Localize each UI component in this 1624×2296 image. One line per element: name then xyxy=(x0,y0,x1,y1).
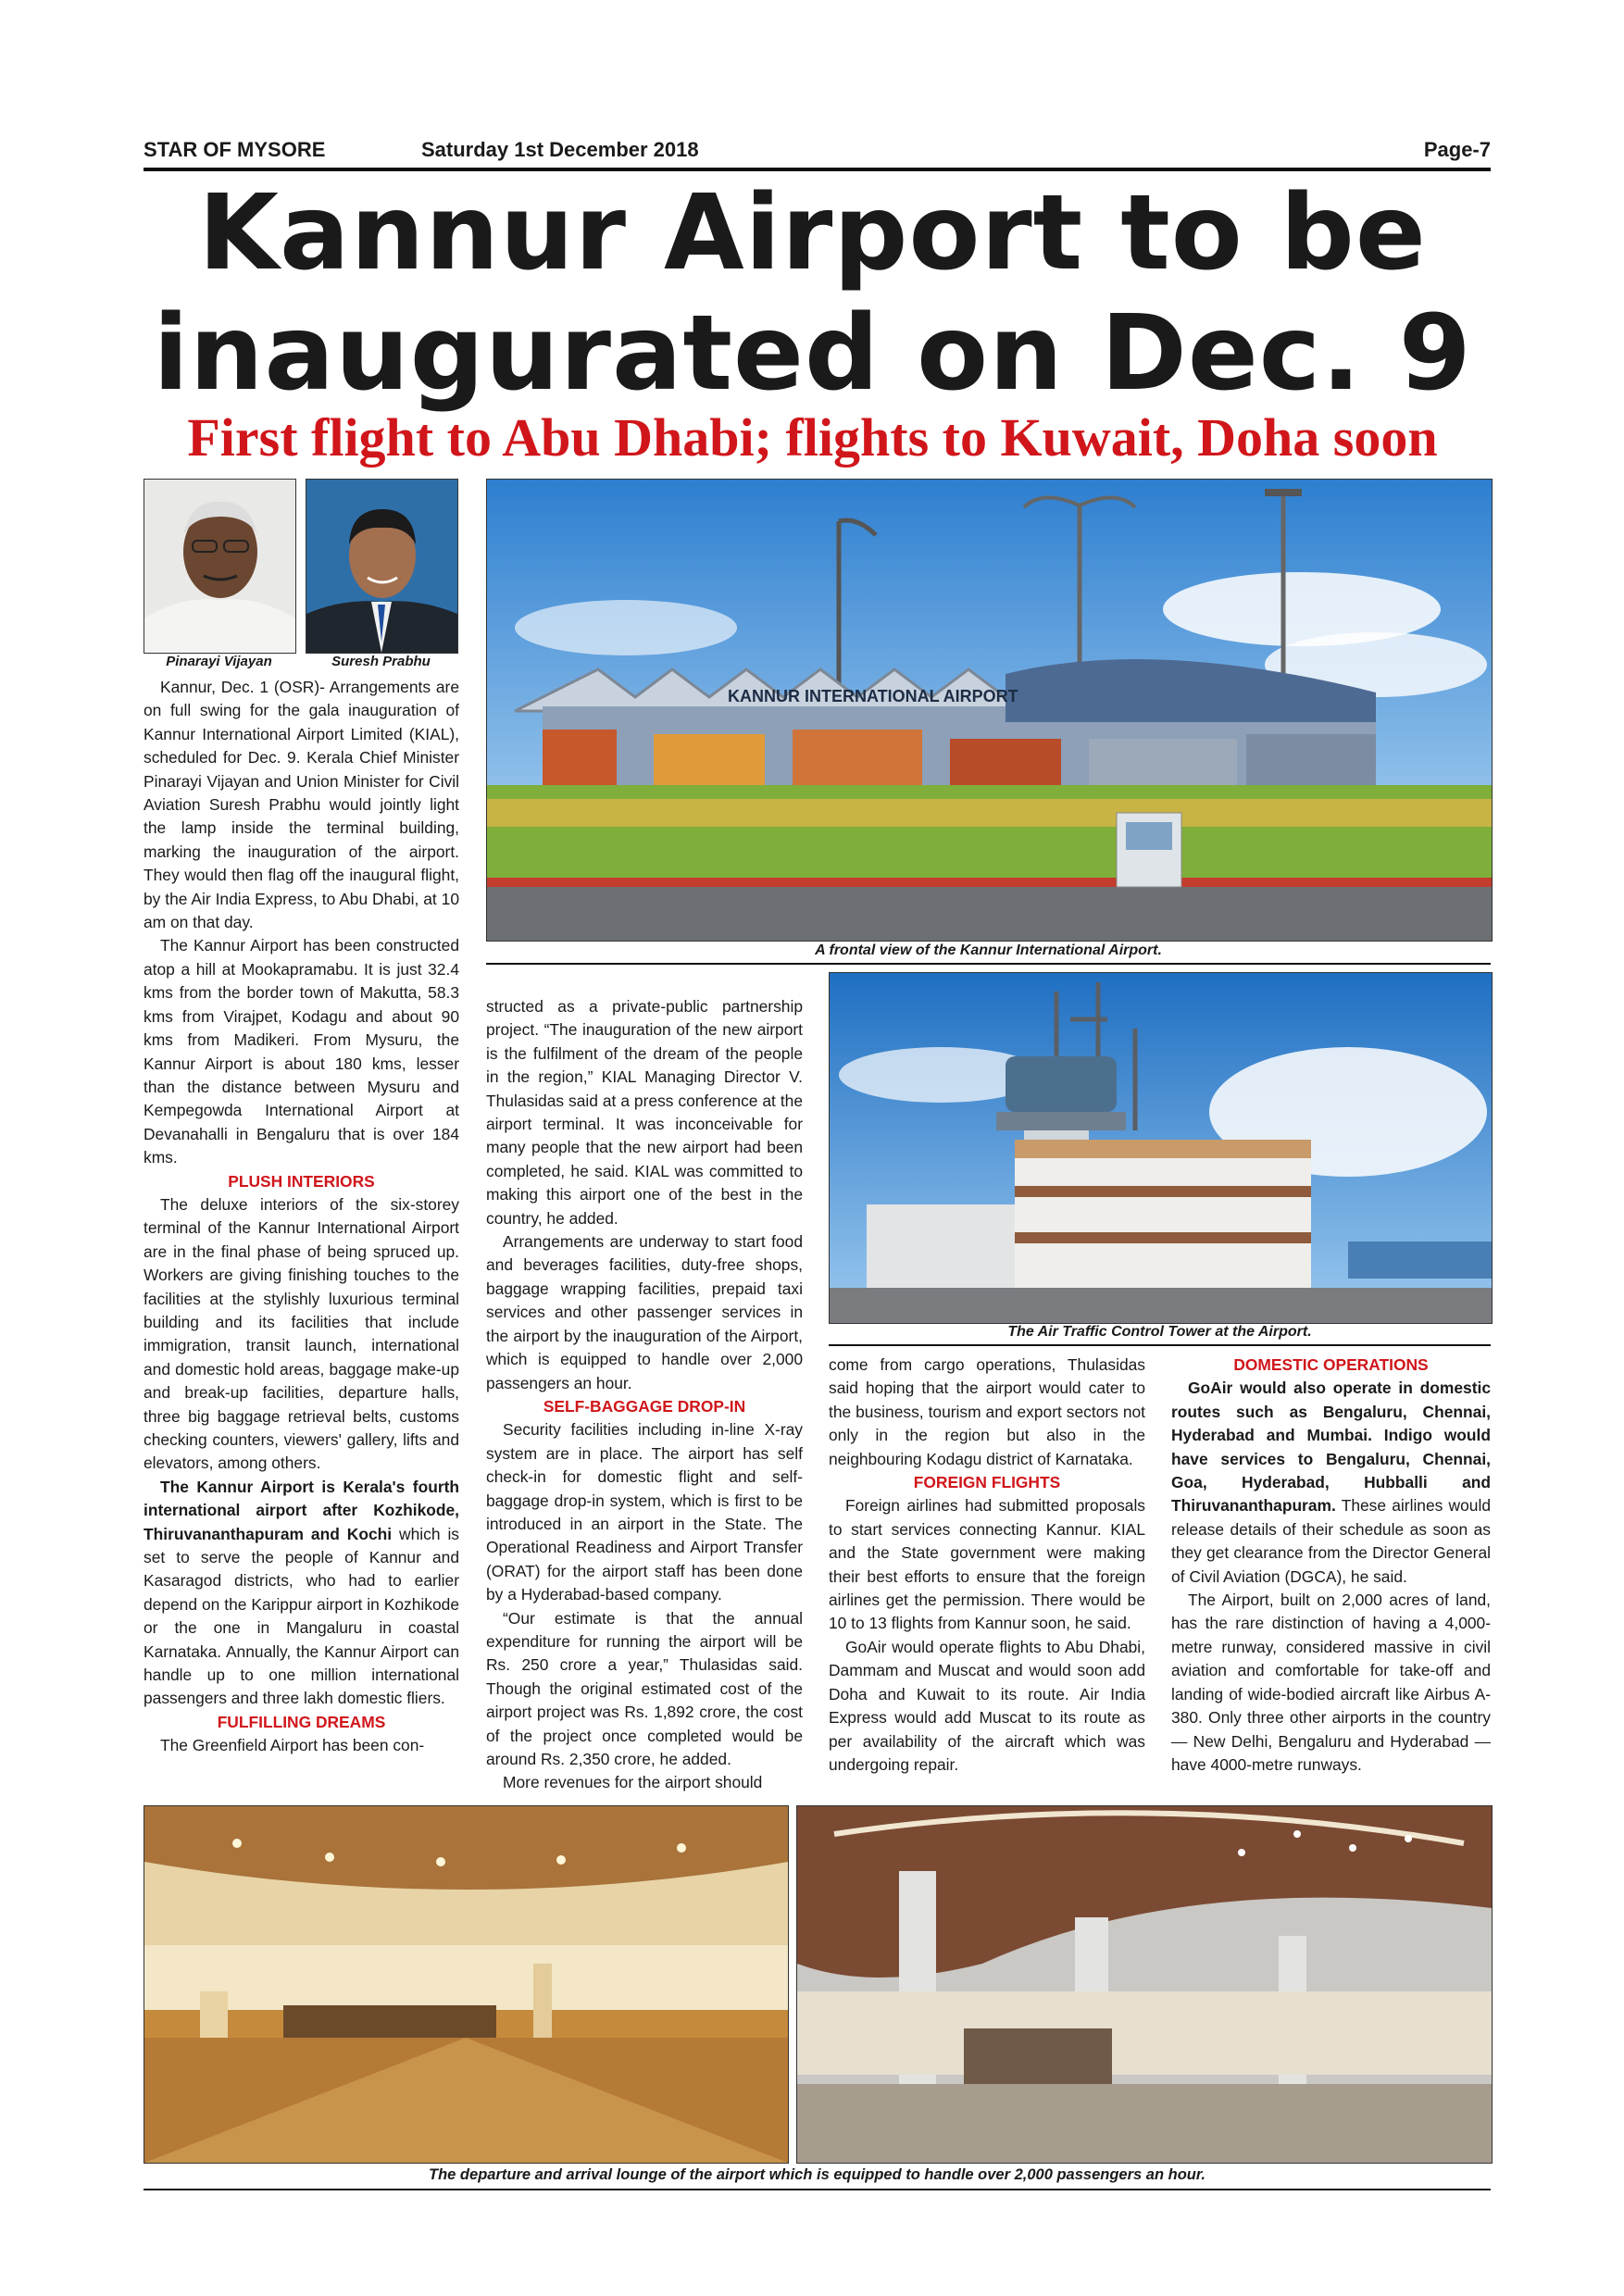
headline-line-1: Kannur Airport to be xyxy=(198,173,1427,293)
subheadline: First flight to Abu Dhabi; flights to Kuwait, Doha soon xyxy=(187,407,1438,468)
tower-caption: The Air Traffic Control Tower at the Airport. xyxy=(1007,1324,1312,1340)
col1-paragraph-5: The Greenfield Airport has been con- xyxy=(160,1736,425,1755)
col1-paragraph-4-bold: The Kannur Airport is Kerala's fourth international airport after Kozhikode, Thiruvananthapuram and Kochi xyxy=(144,1477,459,1543)
col4-paragraph-2: The Airport, built on 2,000 acres of land, has the rare distinction of having a 4,000-metre runway, considered massive in civil aviation and comfortable for take-off and landing of wide-bodied aircraft like Airbus A-380. Only three other airports in the country — New Delhi, Bengaluru and Hyderabad — have 4000-metre runways. xyxy=(1171,1591,1491,1774)
caption-rule-3 xyxy=(144,2189,1491,2190)
col1-paragraph-4 xyxy=(144,1476,459,1711)
paper-name: STAR OF MYSORE xyxy=(144,138,326,161)
article-column-4 xyxy=(1171,1354,1491,1777)
col4-subhead-domestic-operations: DOMESTIC OPERATIONS xyxy=(1233,1355,1429,1374)
col1-paragraph-3: The deluxe interiors of the six-storey terminal of the Kannur International Airport are in the final phase of being spruced up. Workers are giving finishing touches to the facilities at the stylishly luxurious terminal building and its facilities that include immigration, transit launch, international and domestic hold areas, baggage make-up and break-up facilities, departure halls, three big baggage retrieval belts, customs checking counters, viewers' gallery, lifts and elevators, among others. xyxy=(144,1194,459,1473)
col2-subhead-self-baggage: SELF-BAGGAGE DROP-IN xyxy=(543,1396,746,1416)
portrait-suresh-prabhu xyxy=(306,479,458,654)
caption-rule-1 xyxy=(486,963,1491,965)
col4-paragraph-1 xyxy=(1171,1377,1491,1589)
page-number: Page-7 xyxy=(1423,138,1491,161)
col1-paragraph-4-rest: which is set to serve the people of Kannur and Kasaragod districts, who had to earlier depend on the Karippur airport in Kozhikode or the one in Mangaluru in coastal Karnataka. Annually, the Kannur Airport can handle up to one million international passengers and three lakh domestic fliers. xyxy=(144,1524,460,1708)
caption-rule-2 xyxy=(829,1344,1491,1346)
article-column-2 xyxy=(486,995,803,1795)
issue-date: Saturday 1st December 2018 xyxy=(421,138,699,161)
portrait-pinarayi-vijayan xyxy=(144,479,296,654)
col1-subhead-plush-interiors: PLUSH INTERIORS xyxy=(228,1171,375,1191)
article-column-3 xyxy=(829,1354,1145,1777)
col4-paragraph-1-rest: These airlines would release details of their schedule as soon as they get clearance from the Director General of Civil Aviation (DGCA), he said. xyxy=(1171,1496,1491,1586)
portrait-caption-2: Suresh Prabhu xyxy=(331,654,431,669)
col3-subhead-foreign-flights: FOREIGN FLIGHTS xyxy=(913,1473,1061,1492)
masthead xyxy=(144,134,1491,171)
col1-subhead-fulfilling-dreams: FULFILLING DREAMS xyxy=(217,1712,386,1731)
article-column-1 xyxy=(144,676,459,1758)
col4-paragraph-1-bold: GoAir would also operate in domestic routes such as Bengaluru, Chennai, Hyderabad and Mumbai. Indigo would have services to Bengaluru, Chennai, Goa, Hyderabad, Hubballi and Thiruvananthapuram. xyxy=(1171,1379,1491,1516)
departure-lounge-photo xyxy=(144,1805,789,2164)
arrival-lounge-photo xyxy=(796,1805,1493,2164)
col2-paragraph-2: Arrangements are underway to start food and beverages facilities, duty-free shops, baggage wrapping facilities, prepaid taxi services and other passenger services in the airport by the inauguration of the Airport, which is equipped to handle over 2,000 passengers an hour. xyxy=(486,1232,803,1392)
atc-tower-photo xyxy=(829,972,1493,1324)
col1-paragraph-1: Kannur, Dec. 1 (OSR)- Arrangements are on full swing for the gala inauguration of Kannur International Airport Limited (KIAL), scheduled for Dec. 9. Kerala Chief Minister Pinarayi Vijayan and Union Minister for Civil Aviation Suresh Prabhu would jointly light the lamp inside the terminal building, marking the inauguration of the airport. They would then flag off the inaugural flight, by the Air India Express, to Abu Dhabi, at 10 am on that day. xyxy=(144,678,459,932)
col2-paragraph-5: More revenues for the airport should xyxy=(503,1773,763,1792)
col1-paragraph-2: The Kannur Airport has been constructed atop a hill at Mookapramabu. It is just 32.4 kms from the border town of Makutta, 58.3 kms from Virajpet, Kodagu and about 90 kms from Madikeri. From Mysuru, the Kannur Airport is about 180 kms, lesser than the distance between Mysuru and Kempegowda International Airport at Devanahalli in Bengaluru that is over 184 kms. xyxy=(144,936,459,1167)
terminal-sign-text: KANNUR INTERNATIONAL AIRPORT xyxy=(728,687,1018,705)
headline-line-2: inaugurated on Dec. 9 xyxy=(153,293,1472,414)
col2-paragraph-1: structed as a private-public partnership project. “The inauguration of the new airport is the fulfilment of the dream of the people in the region,” KIAL Managing Director V. Thulasidas said at a press conference at the airport terminal. It was inconceivable for many people that the new airport had been completed, he said. KIAL was committed to making this airport one of the best in the country, he added. xyxy=(486,997,803,1228)
lounge-caption: The departure and arrival lounge of the airport which is equipped to handle over 2,000 passengers an hour. xyxy=(429,2166,1206,2183)
col3-paragraph-1: come from cargo operations, Thulasidas said hoping that the airport would cater to the business, tourism and export sectors not only in the region but also in the neighbouring Kodagu district of Karnataka. xyxy=(829,1355,1145,1468)
terminal-photo xyxy=(486,479,1493,942)
col2-paragraph-4: “Our estimate is that the annual expenditure for running the airport will be Rs. 250 crore a year,” Thulasidas said. Though the original estimated cost of the airport project was Rs. 1,892 crore, the cost of the project once completed would be around Rs. 2,350 crore, he added. xyxy=(486,1608,803,1768)
portrait-caption-1: Pinarayi Vijayan xyxy=(166,654,272,669)
terminal-caption: A frontal view of the Kannur International Airport. xyxy=(815,942,1162,958)
col3-paragraph-3: GoAir would operate flights to Abu Dhabi, Dammam and Muscat and would soon add Doha and Kuwait to its route. Air India Express would add Muscat to its route as per availability of the aircraft which was undergoing repair. xyxy=(829,1637,1145,1774)
col2-paragraph-3: Security facilities including in-line X-ray system are in place. The airport has self check-in for domestic flight and self-baggage drop-in system, which is first to be introduced in an airport in the State. The Operational Readiness and Airport Transfer (ORAT) for the airport staff has been done by a Hyderabad-based company. xyxy=(486,1420,803,1604)
col3-paragraph-2: Foreign airlines had submitted proposals to start services connecting Kannur. KIAL and the State government were making their best efforts to ensure that the foreign airlines get the permission. There would be 10 to 13 flights from Kannur soon, he said. xyxy=(829,1496,1145,1633)
